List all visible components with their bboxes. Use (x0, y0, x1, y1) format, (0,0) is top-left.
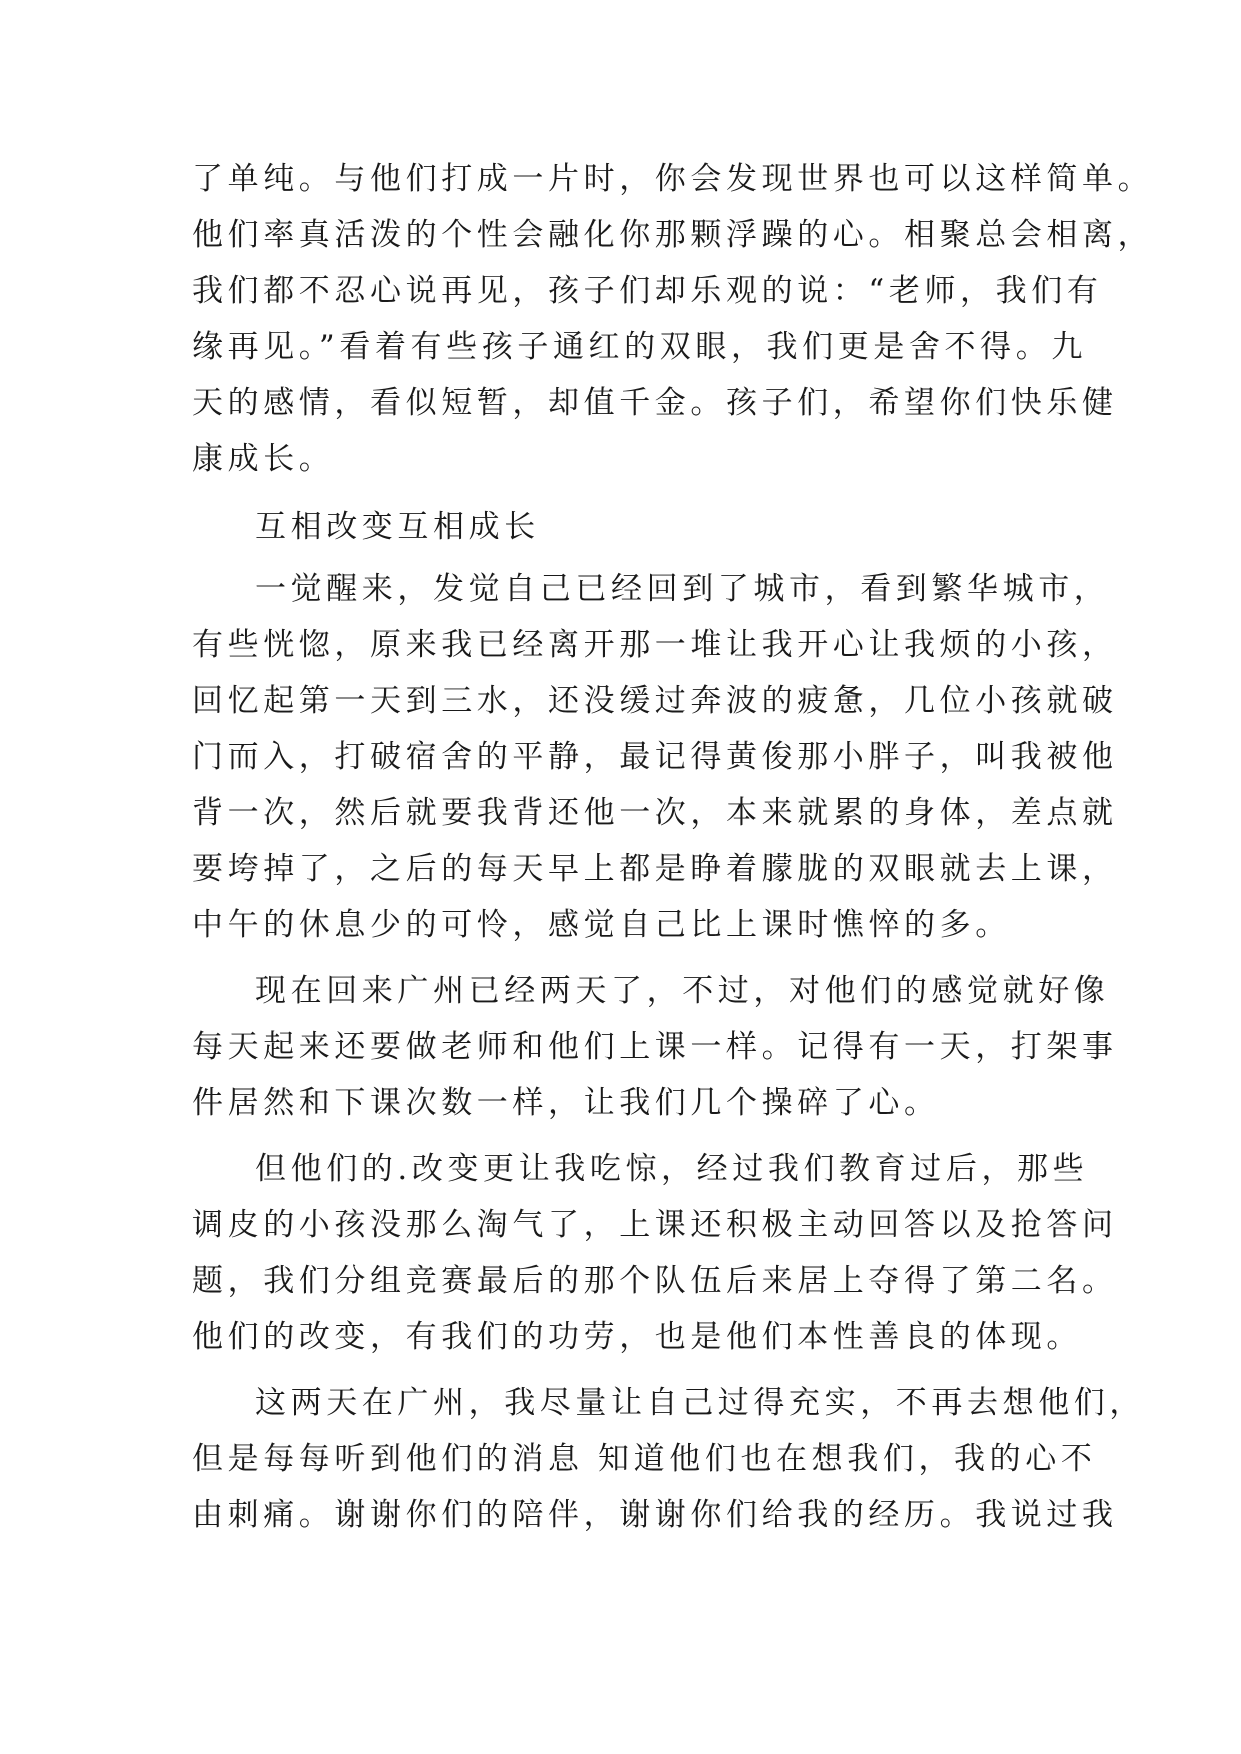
text-line: 现在回来广州已经两天了，不过，对他们的感觉就好像 (255, 973, 1110, 1009)
text-line: 这两天在广州，我尽量让自己过得充实，不再去想他们， (255, 1385, 1145, 1421)
text-line: 康成长。 (192, 441, 335, 477)
text-line: 件居然和下课次数一样，让我们几个操碎了心。 (192, 1085, 940, 1121)
text-line: 他们的改变，有我们的功劳，也是他们本性善良的体现。 (192, 1319, 1082, 1355)
text-line: 有些恍惚，原来我已经离开那一堆让我开心让我烦的小孩， (192, 627, 1118, 663)
text-line: 每天起来还要做老师和他们上课一样。记得有一天，打架事 (192, 1029, 1118, 1065)
text-line: 一觉醒来，发觉自己已经回到了城市，看到繁华城市， (255, 571, 1110, 607)
text-line: 由刺痛。谢谢你们的陪伴，谢谢你们给我的经历。我说过我 (192, 1497, 1118, 1533)
text-line: 调皮的小孩没那么淘气了，上课还积极主动回答以及抢答问 (192, 1207, 1118, 1243)
text-line: 我们都不忍心说再见，孩子们却乐观的说：“老师，我们有 (192, 273, 1103, 309)
text-line: 门而入，打破宿舍的平静，最记得黄俊那小胖子，叫我被他 (192, 739, 1118, 775)
text-line: 题，我们分组竞赛最后的那个队伍后来居上夺得了第二名。 (192, 1263, 1118, 1299)
text-line: 要垮掉了，之后的每天早上都是睁着朦胧的双眼就去上课， (192, 851, 1118, 887)
text-line: 回忆起第一天到三水，还没缓过奔波的疲惫，几位小孩就破 (192, 683, 1118, 719)
text-line: 但他们的.改变更让我吃惊，经过我们教育过后，那些 (255, 1151, 1089, 1187)
text-line: 但是每每听到他们的消息 知道他们也在想我们，我的心不 (192, 1441, 1097, 1477)
text-line: 中午的休息少的可怜，感觉自己比上课时憔悴的多。 (192, 907, 1011, 943)
section-heading: 互相改变互相成长 (255, 509, 540, 545)
text-line: 天的感情，看似短暂，却值千金。孩子们，希望你们快乐健 (192, 385, 1118, 421)
text-line: 了单纯。与他们打成一片时，你会发现世界也可以这样简单。 (192, 161, 1154, 197)
text-line: 缘再见。”看着有些孩子通红的双眼，我们更是舍不得。九 (192, 329, 1087, 365)
text-line: 他们率真活泼的个性会融化你那颗浮躁的心。相聚总会相离， (192, 217, 1154, 253)
text-line: 背一次，然后就要我背还他一次，本来就累的身体，差点就 (192, 795, 1118, 831)
